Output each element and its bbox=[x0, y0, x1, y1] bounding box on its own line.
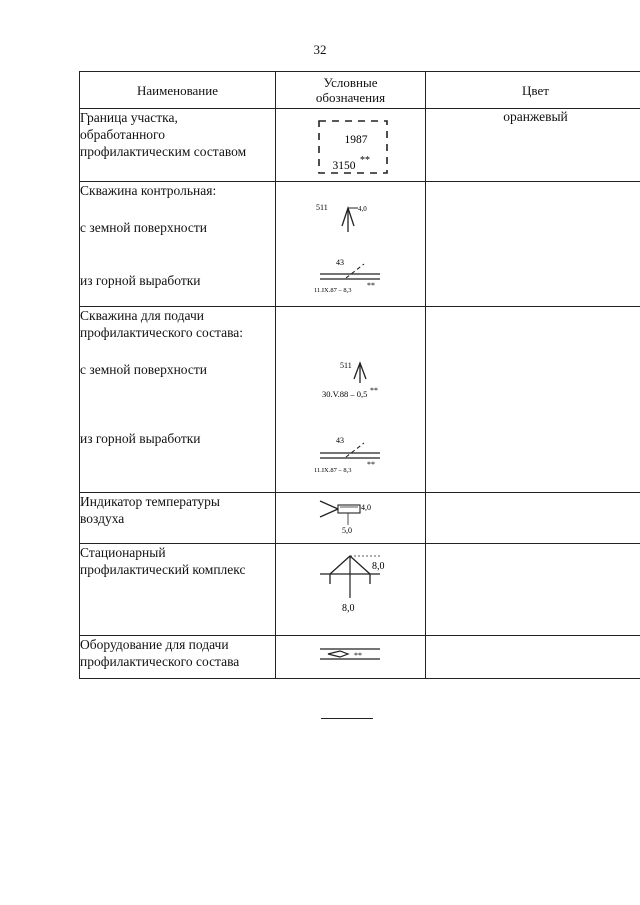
stationary-complex-symbol bbox=[276, 544, 426, 635]
table-row bbox=[80, 544, 640, 636]
equipment-symbol bbox=[276, 636, 426, 678]
header-color: Цвет bbox=[426, 72, 640, 109]
symbol-mark: ** bbox=[354, 651, 362, 660]
symbol-label: 30.V.88 – 0,5 bbox=[322, 389, 368, 399]
name-line: Скважина для подачи bbox=[80, 308, 205, 323]
symbol-mark: ** bbox=[370, 386, 378, 395]
name-line: профилактический комплекс bbox=[80, 562, 246, 577]
table-row bbox=[80, 182, 640, 307]
table-row bbox=[80, 636, 640, 679]
row-symbol bbox=[276, 307, 426, 493]
row-name bbox=[80, 544, 276, 636]
name-subitem: с земной поверхности bbox=[80, 220, 207, 235]
row-color bbox=[426, 307, 640, 493]
row-color bbox=[426, 493, 640, 544]
symbol-mark: ** bbox=[367, 281, 375, 290]
injection-well-symbols bbox=[276, 307, 426, 492]
symbol-label: 43 bbox=[336, 436, 344, 445]
boundary-symbol bbox=[276, 109, 426, 181]
row-name bbox=[80, 182, 276, 307]
name-line: профилактического состава bbox=[80, 654, 240, 669]
row-symbol bbox=[276, 109, 426, 182]
symbol-label: 511 bbox=[340, 361, 352, 370]
row-symbol bbox=[276, 182, 426, 307]
symbol-label: 8,0 bbox=[342, 603, 355, 614]
row-color: оранжевый bbox=[426, 109, 640, 182]
row-name bbox=[80, 307, 276, 493]
table-row bbox=[80, 493, 640, 544]
symbol-mark: ** bbox=[367, 460, 375, 469]
end-divider bbox=[321, 718, 373, 719]
name-line: Индикатор температуры bbox=[80, 494, 220, 509]
row-name bbox=[80, 109, 276, 182]
table-row bbox=[80, 307, 640, 493]
name-line: Оборудование для подачи bbox=[80, 637, 229, 652]
header-row bbox=[80, 72, 640, 109]
header-name: Наименование bbox=[80, 72, 276, 109]
name-line: Граница участка, bbox=[80, 110, 178, 125]
symbol-label: 43 bbox=[336, 258, 344, 267]
symbol-label: 3150 bbox=[332, 160, 356, 172]
row-color bbox=[426, 182, 640, 307]
row-color bbox=[426, 636, 640, 679]
name-line: профилактическим составом bbox=[80, 144, 247, 159]
name-line: Скважина контрольная: bbox=[80, 183, 217, 198]
name-line: обработанного bbox=[80, 127, 166, 142]
symbol-label: 4,0 bbox=[361, 503, 371, 512]
name-subitem: из горной выработки bbox=[80, 431, 201, 446]
row-symbol bbox=[276, 493, 426, 544]
row-name bbox=[80, 636, 276, 679]
legend-table bbox=[79, 71, 640, 679]
symbol-mark: ** bbox=[360, 155, 370, 166]
name-subitem: с земной поверхности bbox=[80, 362, 207, 377]
page-number: 32 bbox=[313, 42, 327, 57]
symbol-label: 5,0 bbox=[342, 526, 352, 535]
name-line: профилактического состава: bbox=[80, 325, 244, 340]
symbol-label: 1987 bbox=[344, 134, 368, 146]
symbol-label: 11.IX.87 – 8,3 bbox=[314, 467, 352, 474]
temperature-indicator-symbol bbox=[276, 493, 426, 543]
symbol-label: 4,0 bbox=[358, 205, 367, 213]
name-subitem: из горной выработки bbox=[80, 273, 201, 288]
table-row bbox=[80, 109, 640, 182]
row-symbol bbox=[276, 544, 426, 636]
name-line: воздуха bbox=[80, 511, 125, 526]
row-name bbox=[80, 493, 276, 544]
symbol-label: 11.IX.87 – 8,3 bbox=[314, 287, 352, 294]
symbol-label: 8,0 bbox=[372, 561, 385, 572]
row-symbol bbox=[276, 636, 426, 679]
header-symbol: Условные обозначения bbox=[276, 72, 426, 109]
name-line: Стационарный bbox=[80, 545, 166, 560]
symbol-label: 511 bbox=[316, 203, 328, 212]
row-color bbox=[426, 544, 640, 636]
control-well-symbols bbox=[276, 182, 426, 306]
